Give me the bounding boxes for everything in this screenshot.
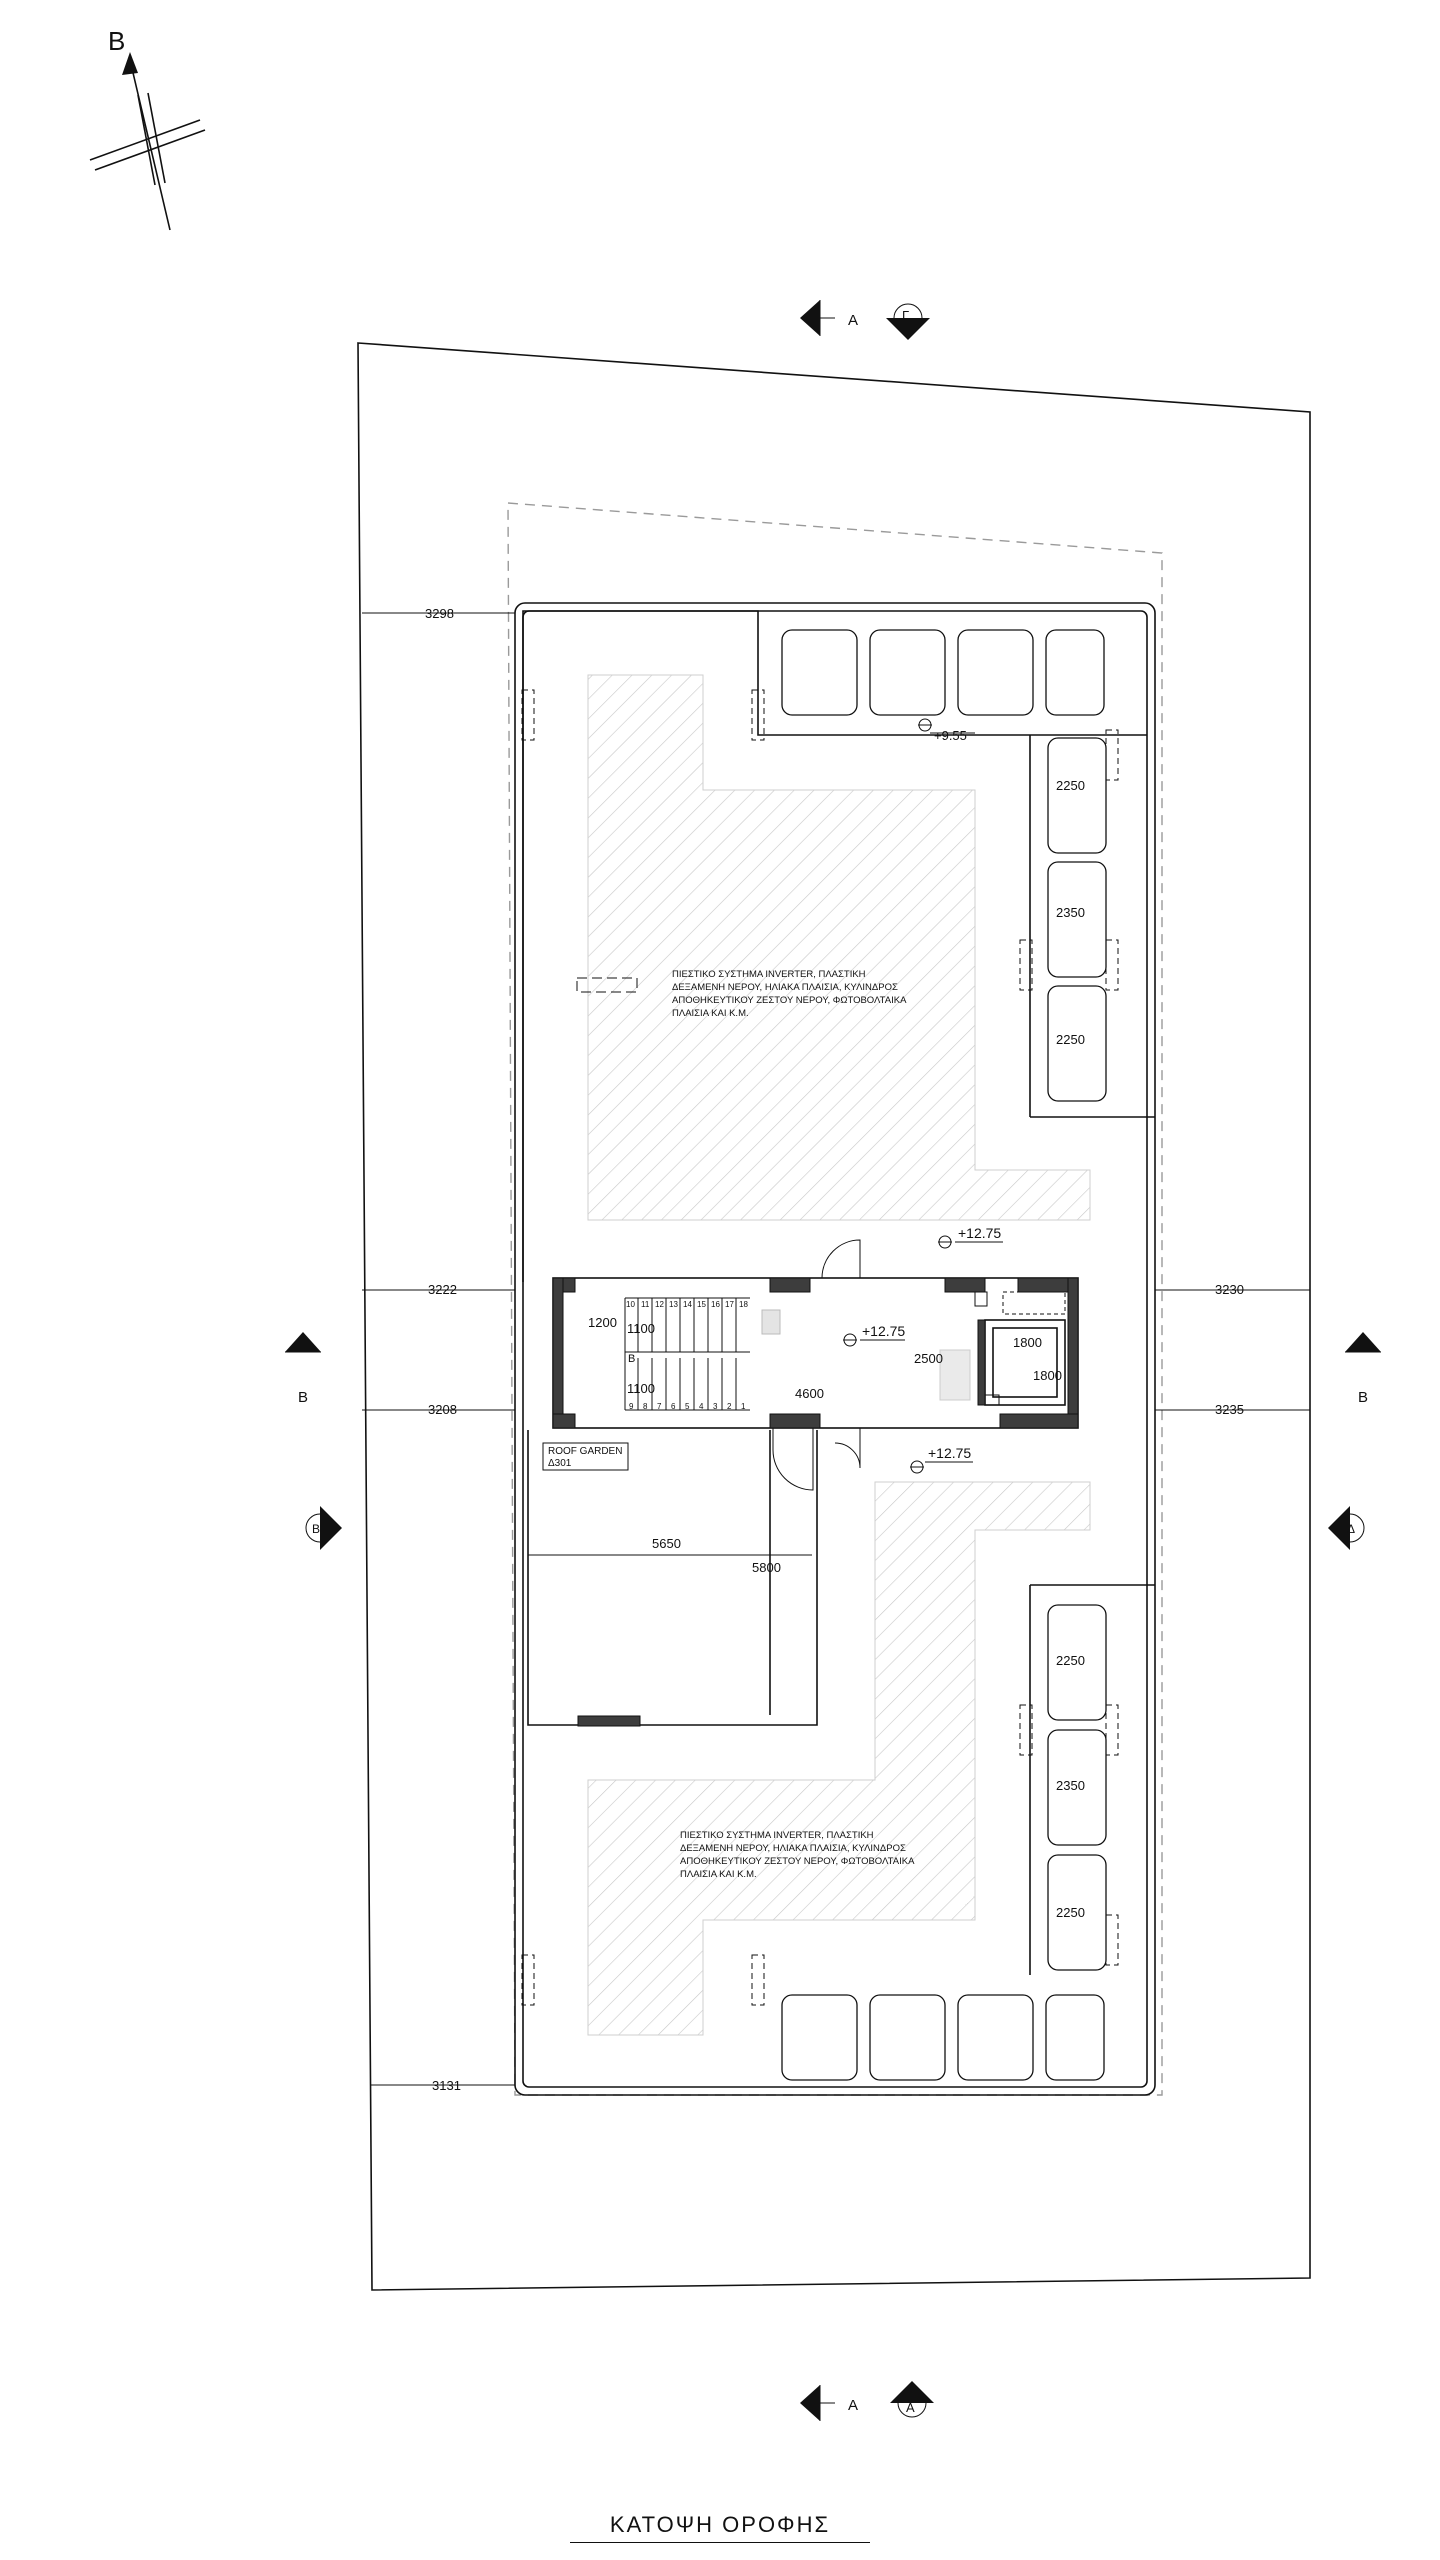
step-14: 14 <box>683 1300 692 1309</box>
step-4: 4 <box>699 1402 704 1411</box>
panel-dim-upper-a: 2250 <box>1056 778 1085 793</box>
core-width: 2500 <box>914 1351 943 1366</box>
step-11: 11 <box>641 1300 650 1309</box>
equipment-zone-lower <box>588 1482 1090 2035</box>
section-cut-bottom: A <box>848 2397 859 2414</box>
panel-dim-upper-b: 2350 <box>1056 905 1085 920</box>
lift-width: 1800 <box>1013 1335 1042 1350</box>
stair-landing: 1200 <box>588 1315 617 1330</box>
step-7: 7 <box>657 1402 662 1411</box>
note-upper-line2: ΔΕΞΑΜΕΝΗ ΝΕΡΟΥ, ΗΛΙΑΚΑ ΠΛΑΙΣΙΑ, ΚΥΛΙΝΔΡΟΣ <box>672 982 898 993</box>
note-upper-line4: ΠΛΑΙΣΙΑ ΚΑΙ Κ.Μ. <box>672 1008 749 1019</box>
note-upper-line1: ΠΙΕΣΤΙΚΟ ΣΥΣΤΗΜΑ INVERTER, ΠΛΑΣΤΙΚΗ <box>672 969 866 980</box>
roof-garden <box>528 1430 817 1726</box>
step-16: 16 <box>711 1300 720 1309</box>
level-marker-top-roof <box>918 719 975 743</box>
note-upper-line3: ΑΠΟΘΗΚΕΥΤΙΚΟΥ ΖΕΣΤΟΥ ΝΕΡΟΥ, ΦΩΤΟΒΟΛΤΑΙΚΑ <box>672 995 907 1006</box>
stair-core <box>553 1240 1078 1490</box>
solar-panels-east-upper <box>1030 735 1155 1117</box>
drawing-title: ΚΑΤΟΨΗ ΟΡΟΦΗΣ <box>0 2512 1440 2543</box>
step-13: 13 <box>669 1300 678 1309</box>
stair-run-bottom: 1100 <box>627 1381 655 1396</box>
solar-panels-top-row <box>782 630 1104 715</box>
stair-marker: B <box>628 1353 636 1365</box>
panel-dim-upper-c: 2250 <box>1056 1032 1085 1047</box>
step-3: 3 <box>713 1402 718 1411</box>
level-stair-core: +12.75 <box>862 1323 906 1339</box>
level-roof-lower: +12.75 <box>928 1445 972 1461</box>
roof-garden-code: Δ301 <box>548 1458 572 1469</box>
stair-run-top: 1100 <box>627 1321 655 1336</box>
section-marker-top <box>800 300 930 340</box>
note-lower-line3: ΑΠΟΘΗΚΕΥΤΙΚΟΥ ΖΕΣΤΟΥ ΝΕΡΟΥ, ΦΩΤΟΒΟΛΤΑΙΚΑ <box>680 1856 915 1867</box>
step-15: 15 <box>697 1300 706 1309</box>
dim-e-bottom: 3235 <box>1215 1402 1244 1417</box>
elevation-label-left: B <box>312 1522 321 1536</box>
step-17: 17 <box>725 1300 734 1309</box>
step-1: 1 <box>741 1402 746 1411</box>
elevation-label-bottom: A <box>906 2400 915 2415</box>
step-2: 2 <box>727 1402 732 1411</box>
roof-garden-depth: 5800 <box>752 1560 781 1575</box>
dim-nw: 3298 <box>425 606 454 621</box>
roof-garden-width: 5650 <box>652 1536 681 1551</box>
stair-step-numbers-bottom <box>629 1402 746 1411</box>
note-lower-line1: ΠΙΕΣΤΙΚΟ ΣΥΣΤΗΜΑ INVERTER, ΠΛΑΣΤΙΚΗ <box>680 1830 874 1841</box>
roof-garden-label: ROOF GARDEN <box>548 1446 623 1457</box>
north-label: B <box>108 26 126 56</box>
section-marker-left <box>285 1332 342 1550</box>
lift-depth: 1800 <box>1033 1368 1062 1383</box>
core-length: 4600 <box>795 1386 824 1401</box>
step-18: 18 <box>739 1300 748 1309</box>
section-cut-right: B <box>1358 1389 1369 1406</box>
solar-panels-east-lower <box>1030 1585 1155 1975</box>
section-cut-top: A <box>848 312 859 329</box>
step-8: 8 <box>643 1402 648 1411</box>
level-top-roof: +9.55 <box>934 728 967 743</box>
step-6: 6 <box>671 1402 676 1411</box>
equipment-zone-upper <box>588 675 1090 1220</box>
note-lower-line4: ΠΛΑΙΣΙΑ ΚΑΙ Κ.Μ. <box>680 1869 757 1880</box>
panel-dim-lower-c: 2250 <box>1056 1905 1085 1920</box>
level-marker-roof-upper <box>938 1225 1003 1248</box>
step-9: 9 <box>629 1402 634 1411</box>
step-5: 5 <box>685 1402 690 1411</box>
section-marker-right <box>1328 1332 1381 1550</box>
dim-e-top: 3230 <box>1215 1282 1244 1297</box>
note-lower-line2: ΔΕΞΑΜΕΝΗ ΝΕΡΟΥ, ΗΛΙΑΚΑ ΠΛΑΙΣΙΑ, ΚΥΛΙΝΔΡΟΣ <box>680 1843 906 1854</box>
step-12: 12 <box>655 1300 664 1309</box>
level-marker-roof-lower <box>910 1445 973 1473</box>
panel-dim-lower-a: 2250 <box>1056 1653 1085 1668</box>
dim-w-bottom: 3208 <box>428 1402 457 1417</box>
elevation-label-right: Δ <box>1347 1522 1356 1536</box>
solar-panels-bottom-row <box>782 1995 1104 2080</box>
level-roof-upper: +12.75 <box>958 1225 1002 1241</box>
elevation-label-top: Γ <box>902 308 910 323</box>
panel-dim-lower-b: 2350 <box>1056 1778 1085 1793</box>
stair-step-numbers-top <box>626 1300 748 1309</box>
section-cut-left: B <box>298 1389 309 1406</box>
section-marker-bottom <box>800 2381 934 2421</box>
dim-sw: 3131 <box>432 2078 461 2093</box>
step-10: 10 <box>626 1300 635 1309</box>
dim-w-top: 3222 <box>428 1282 457 1297</box>
north-arrow-icon <box>90 26 205 230</box>
level-marker-stair-core <box>843 1323 905 1346</box>
